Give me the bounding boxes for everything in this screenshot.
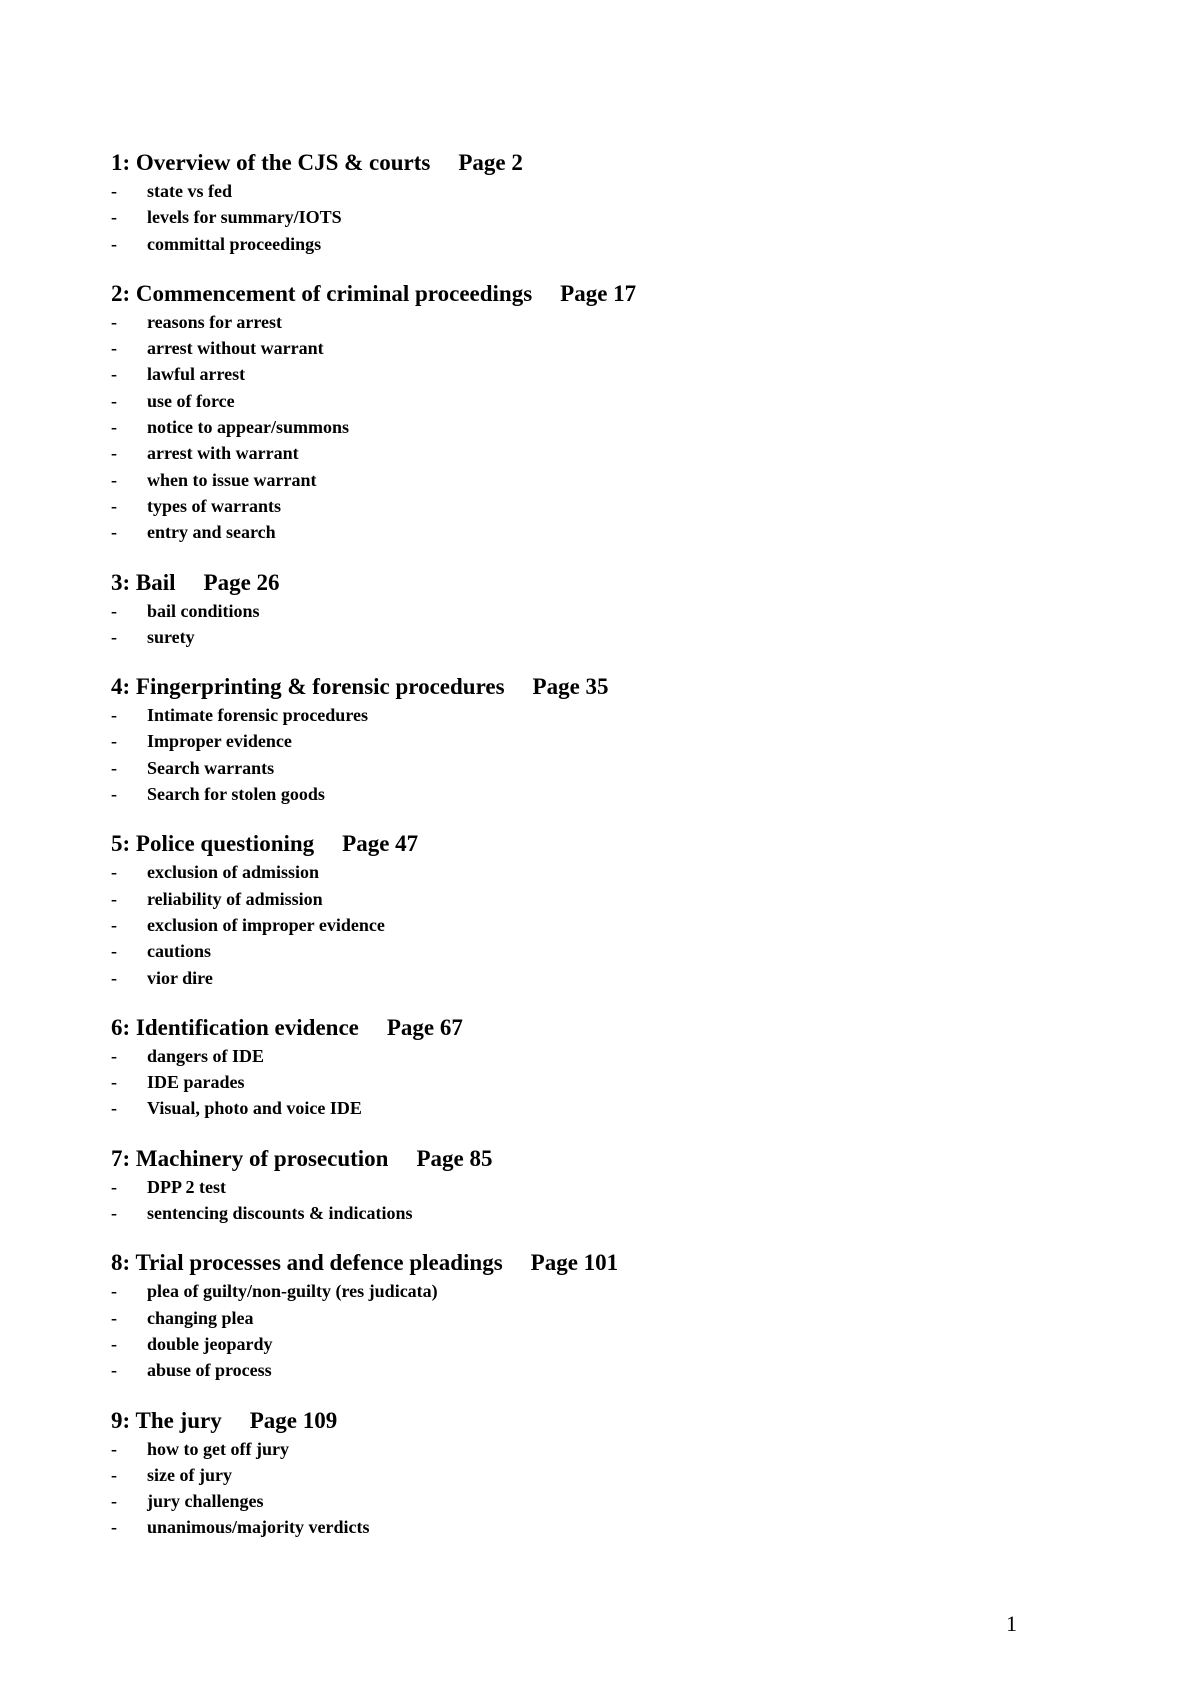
- topic-item: [111, 938, 1011, 964]
- topic-item: [111, 702, 1011, 728]
- section-heading: [111, 672, 1011, 702]
- topic-item: [111, 361, 1011, 387]
- topic-text: vior dire: [147, 967, 213, 988]
- topic-text: surety: [147, 626, 195, 647]
- topic-list: [111, 1043, 1011, 1122]
- topic-text: plea of guilty/non-guilty (res judicata): [147, 1281, 438, 1302]
- topic-item: [111, 414, 1011, 440]
- bullet-dash: -: [111, 1072, 117, 1093]
- bullet-dash: -: [111, 1045, 117, 1066]
- section-title: 9: The jury: [111, 1407, 222, 1433]
- topic-item: [111, 1278, 1011, 1304]
- topic-text: when to issue warrant: [147, 469, 317, 490]
- section-page-ref: Page 101: [530, 1250, 619, 1276]
- topic-item: [111, 440, 1011, 466]
- topic-item: [111, 1095, 1011, 1121]
- bullet-dash: -: [111, 522, 117, 543]
- topic-item: [111, 388, 1011, 414]
- bullet-dash: -: [111, 1098, 117, 1119]
- topic-item: [111, 1069, 1011, 1095]
- section-page-ref: Page 109: [249, 1407, 338, 1433]
- bullet-dash: -: [111, 1203, 117, 1224]
- topic-text: cautions: [147, 941, 212, 962]
- topic-item: [111, 886, 1011, 912]
- topic-text: Search for stolen goods: [147, 784, 325, 805]
- bullet-dash: -: [111, 705, 117, 726]
- topic-text: Improper evidence: [147, 731, 292, 752]
- bullet-dash: -: [111, 207, 117, 228]
- topic-item: [111, 1488, 1011, 1514]
- topic-item: [111, 335, 1011, 361]
- bullet-dash: -: [111, 784, 117, 805]
- topic-item: [111, 1514, 1011, 1540]
- bullet-dash: -: [111, 967, 117, 988]
- topic-item: [111, 1462, 1011, 1488]
- toc-section: [111, 672, 1011, 807]
- section-heading: [111, 279, 1011, 309]
- bullet-dash: -: [111, 626, 117, 647]
- bullet-dash: -: [111, 862, 117, 883]
- toc-section: [111, 1013, 1011, 1122]
- topic-text: levels for summary/IOTS: [147, 207, 342, 228]
- topic-text: Visual, photo and voice IDE: [147, 1098, 362, 1119]
- section-page-ref: Page 47: [342, 831, 419, 857]
- topic-list: [111, 702, 1011, 807]
- topic-item: [111, 1200, 1011, 1226]
- toc-section: [111, 1248, 1011, 1383]
- section-heading: [111, 1406, 1011, 1436]
- topic-item: [111, 965, 1011, 991]
- topic-item: [111, 309, 1011, 335]
- bullet-dash: -: [111, 1333, 117, 1354]
- section-heading: [111, 568, 1011, 598]
- bullet-dash: -: [111, 1464, 117, 1485]
- topic-item: [111, 781, 1011, 807]
- section-heading: [111, 1144, 1011, 1174]
- topic-text: IDE parades: [147, 1072, 245, 1093]
- topic-text: double jeopardy: [147, 1333, 273, 1354]
- section-title: 1: Overview of the CJS & courts: [111, 150, 431, 175]
- topic-text: dangers of IDE: [147, 1045, 265, 1066]
- topic-list: [111, 178, 1011, 257]
- topic-text: size of jury: [147, 1464, 232, 1485]
- topic-item: [111, 204, 1011, 230]
- section-title: 3: Bail: [111, 569, 176, 595]
- section-page-ref: Page 2: [458, 150, 523, 175]
- bullet-dash: -: [111, 731, 117, 752]
- topic-text: committal proceedings: [147, 233, 322, 254]
- section-page-ref: Page 67: [386, 1014, 463, 1040]
- bullet-dash: -: [111, 888, 117, 909]
- topic-list: [111, 309, 1011, 546]
- toc-section: [111, 829, 1011, 990]
- topic-list: [111, 598, 1011, 651]
- topic-text: exclusion of improper evidence: [147, 914, 385, 935]
- topic-item: [111, 598, 1011, 624]
- section-page-ref: Page 35: [532, 674, 609, 700]
- topic-text: types of warrants: [147, 495, 281, 516]
- topic-item: [111, 1357, 1011, 1383]
- bullet-dash: -: [111, 1281, 117, 1302]
- topic-text: lawful arrest: [147, 364, 246, 385]
- toc-section: [111, 1406, 1011, 1541]
- topic-item: [111, 519, 1011, 545]
- topic-text: exclusion of admission: [147, 862, 320, 883]
- toc-section: [111, 568, 1011, 651]
- bullet-dash: -: [111, 469, 117, 490]
- bullet-dash: -: [111, 941, 117, 962]
- bullet-dash: -: [111, 1517, 117, 1538]
- topic-text: sentencing discounts & indications: [147, 1203, 413, 1224]
- topic-item: [111, 178, 1011, 204]
- section-heading: [111, 829, 1011, 859]
- topic-list: [111, 1436, 1011, 1541]
- bullet-dash: -: [111, 338, 117, 359]
- bullet-dash: -: [111, 1360, 117, 1381]
- bullet-dash: -: [111, 364, 117, 385]
- bullet-dash: -: [111, 417, 117, 438]
- topic-text: use of force: [147, 390, 235, 411]
- topic-item: [111, 1436, 1011, 1462]
- toc-section: [111, 1144, 1011, 1227]
- section-page-ref: Page 17: [560, 280, 637, 306]
- topic-text: jury challenges: [147, 1491, 264, 1512]
- topic-text: bail conditions: [147, 600, 260, 621]
- topic-item: [111, 231, 1011, 257]
- topic-text: changing plea: [147, 1307, 254, 1328]
- topic-item: [111, 728, 1011, 754]
- topic-text: arrest without warrant: [147, 338, 324, 359]
- section-title: 6: Identification evidence: [111, 1014, 359, 1040]
- bullet-dash: -: [111, 1307, 117, 1328]
- topic-text: unanimous/majority verdicts: [147, 1517, 370, 1538]
- topic-item: [111, 912, 1011, 938]
- topic-text: entry and search: [147, 522, 276, 543]
- section-heading: [111, 1248, 1011, 1278]
- topic-text: how to get off jury: [147, 1438, 289, 1459]
- topic-text: notice to appear/summons: [147, 417, 349, 438]
- section-page-ref: Page 26: [203, 569, 280, 595]
- bullet-dash: -: [111, 311, 117, 332]
- topic-text: state vs fed: [147, 181, 232, 201]
- topic-text: abuse of process: [147, 1360, 272, 1381]
- bullet-dash: -: [111, 495, 117, 516]
- section-heading: [111, 1013, 1011, 1043]
- section-heading: [111, 148, 1011, 178]
- section-title: 2: Commencement of criminal proceedings: [111, 280, 533, 306]
- page-number: 1: [1006, 1611, 1017, 1636]
- table-of-contents: [111, 148, 1011, 1563]
- topic-text: arrest with warrant: [147, 443, 299, 464]
- topic-item: [111, 467, 1011, 493]
- topic-item: [111, 1043, 1011, 1069]
- bullet-dash: -: [111, 443, 117, 464]
- bullet-dash: -: [111, 390, 117, 411]
- bullet-dash: -: [111, 1176, 117, 1197]
- bullet-dash: -: [111, 1438, 117, 1459]
- topic-text: DPP 2 test: [147, 1176, 226, 1197]
- topic-item: [111, 859, 1011, 885]
- section-title: 8: Trial processes and defence pleadings: [111, 1250, 503, 1276]
- topic-list: [111, 1278, 1011, 1383]
- topic-text: reliability of admission: [147, 888, 323, 909]
- bullet-dash: -: [111, 757, 117, 778]
- topic-item: [111, 624, 1011, 650]
- section-title: 7: Machinery of prosecution: [111, 1145, 389, 1171]
- topic-item: [111, 1174, 1011, 1200]
- topic-item: [111, 755, 1011, 781]
- section-page-ref: Page 85: [416, 1145, 493, 1171]
- topic-item: [111, 1331, 1011, 1357]
- bullet-dash: -: [111, 1491, 117, 1512]
- bullet-dash: -: [111, 181, 117, 201]
- topic-text: Intimate forensic procedures: [147, 705, 368, 726]
- section-title: 4: Fingerprinting & forensic procedures: [111, 674, 505, 700]
- toc-section: [111, 279, 1011, 546]
- topic-item: [111, 493, 1011, 519]
- topic-text: reasons for arrest: [147, 311, 282, 332]
- section-title: 5: Police questioning: [111, 831, 315, 857]
- topic-list: [111, 1174, 1011, 1227]
- bullet-dash: -: [111, 914, 117, 935]
- topic-text: Search warrants: [147, 757, 275, 778]
- topic-item: [111, 1305, 1011, 1331]
- topic-list: [111, 859, 1011, 990]
- bullet-dash: -: [111, 600, 117, 621]
- bullet-dash: -: [111, 233, 117, 254]
- toc-section: [111, 148, 1011, 257]
